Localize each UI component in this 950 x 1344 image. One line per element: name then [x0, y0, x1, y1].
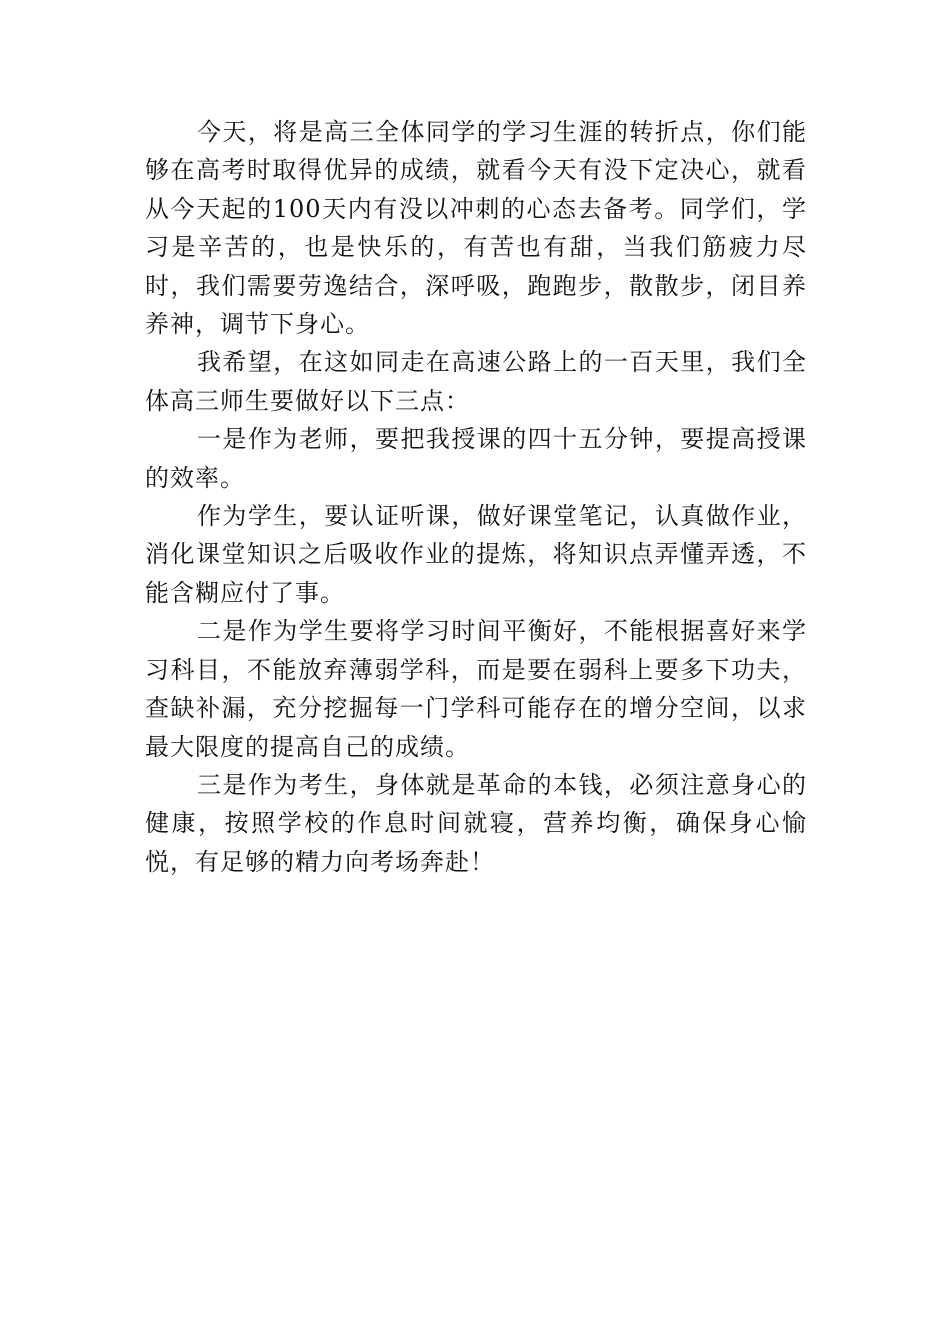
- paragraph-point-one-student: 作为学生，要认证听课，做好课堂笔记，认真做作业，消化课堂知识之后吸收作业的提炼，将知识点弄懂弄透，不能含糊应付了事。: [145, 502, 807, 607]
- document-body: [145, 113, 807, 881]
- paragraph-point-two: 二是作为学生要将学习时间平衡好，不能根据喜好来学习科目，不能放弃薄弱学科，而是要在弱科上要多下功夫，查缺补漏，充分挖掘每一门学科可能存在的增分空间，以求最大限度的提高自己的成绩。: [145, 617, 807, 761]
- paragraph-intro: 今天，将是高三全体同学的学习生涯的转折点，你们能够在高考时取得优异的成绩，就看今天有没下定决心，就看从今天起的100天内有没以冲刺的心态去备考。同学们，学习是辛苦的，也是快乐的，有苦也有甜，当我们筋疲力尽时，我们需要劳逸结合，深呼吸，跑跑步，散散步，闭目养养神，调节下身心。: [145, 118, 807, 339]
- paragraph-hope: 我希望，在这如同走在高速公路上的一百天里，我们全体高三师生要做好以下三点：: [145, 348, 807, 415]
- paragraph-point-three: 三是作为考生，身体就是革命的本钱，必须注意身心的健康，按照学校的作息时间就寝，营养均衡，确保身心愉悦，有足够的精力向考场奔赴！: [145, 770, 807, 876]
- paragraph-point-one-teacher: 一是作为老师，要把我授课的四十五分钟，要提高授课的效率。: [145, 425, 807, 492]
